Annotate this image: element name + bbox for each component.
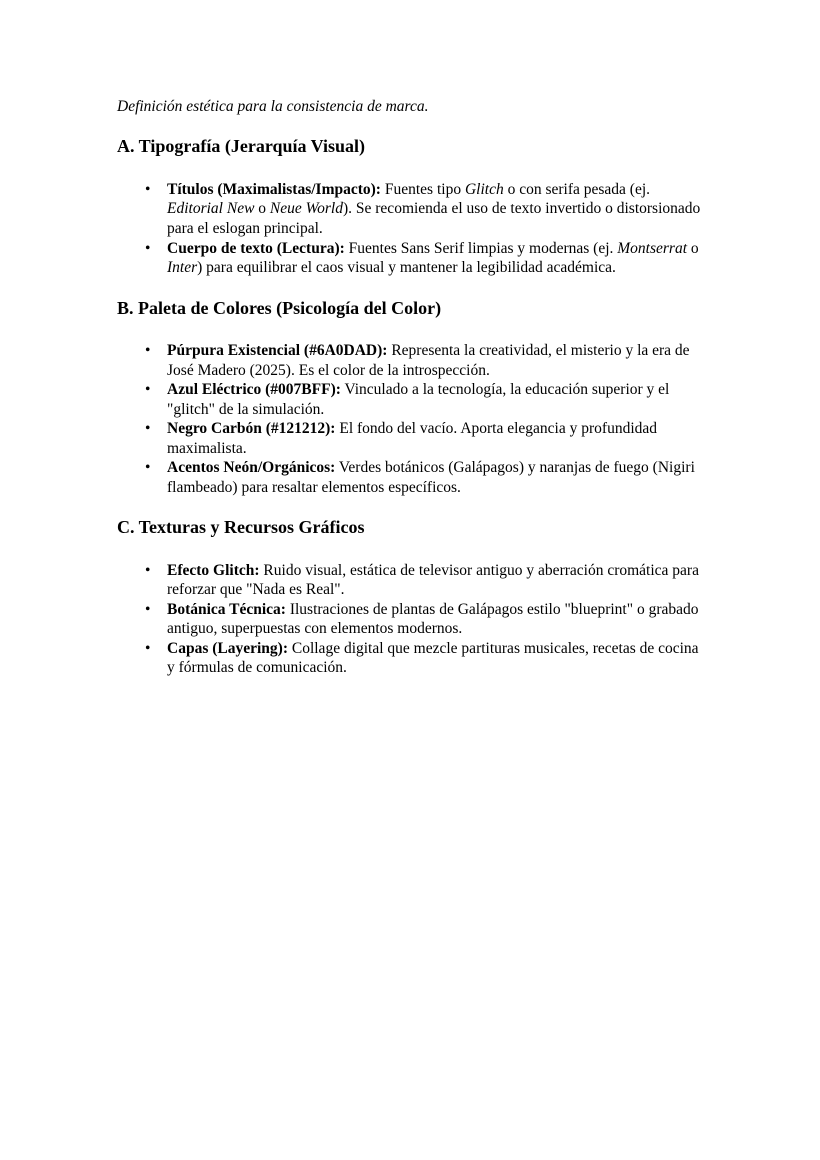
bullet-text: Negro Carbón (#121212): El fondo del vacío. Aporta elegancia y profundidad maximalista. [167,420,658,457]
bullet-icon: • [145,239,151,257]
intro-line: Definición estética para la consistencia de marca. [117,98,429,115]
bullet-text: Acentos Neón/Orgánicos: Verdes botánicos (Galápagos) y naranjas de fuego (Nigiri flambeado) para resaltar elementos específicos. [167,459,695,496]
bullet-icon: • [145,180,151,198]
section-heading-tipografia: A. Tipografía (Jerarquía Visual) [117,136,366,157]
section-tipografia [117,136,705,277]
bullet-text: Púrpura Existencial (#6A0DAD): Representa la creatividad, el misterio y la era de José Madero (2025). Es el color de la introspección. [167,342,690,379]
bullet-text: Capas (Layering): Collage digital que mezcle partituras musicales, recetas de cocina y fórmulas de comunicación. [167,639,699,677]
bullet-icon: • [145,420,151,438]
bullet-icon: • [145,342,151,360]
bullet-icon: • [145,639,151,657]
bullet-list-texturas [117,561,705,678]
bullet-item [143,239,705,278]
bullet-item [143,561,705,600]
bullet-text: Botánica Técnica: Ilustraciones de plantas de Galápagos estilo "blueprint" o grabado antiguo, superpuestas con elementos modernos. [167,600,699,638]
section-texturas [117,517,705,678]
bullet-icon: • [145,561,151,579]
section-heading-paleta: B. Paleta de Colores (Psicología del Color) [117,297,442,318]
section-heading-texturas: C. Texturas y Recursos Gráficos [117,517,365,538]
bullet-item [143,639,705,678]
bullet-text: Azul Eléctrico (#007BFF): Vinculado a la tecnología, la educación superior y el "glitch" de la simulación. [167,381,670,418]
bullet-icon: • [145,459,151,477]
bullet-item [143,600,705,639]
bullet-item [143,341,705,380]
bullet-item [143,458,705,497]
bullet-icon: • [145,381,151,399]
bullet-text: Cuerpo de texto (Lectura): Fuentes Sans Serif limpias y modernas (ej. Montserrat o Inter) para equilibrar el caos visual y mantener la legibilidad académica. [167,239,699,277]
bullet-list-tipografia [117,180,705,278]
bullet-text: Títulos (Maximalistas/Impacto): Fuentes tipo Glitch o con serifa pesada (ej. Editorial New o Neue World). Se recomienda el uso de texto invertido o distorsionado para el eslogan principal. [167,180,701,237]
bullet-icon: • [145,600,151,618]
bullet-item [143,180,705,239]
section-paleta-colores [117,298,705,498]
bullet-item [143,419,705,458]
bullet-text: Efecto Glitch: Ruido visual, estática de televisor antiguo y aberración cromática para reforzar que "Nada es Real". [167,561,699,599]
bullet-item [143,380,705,419]
bullet-list-paleta [117,341,705,497]
